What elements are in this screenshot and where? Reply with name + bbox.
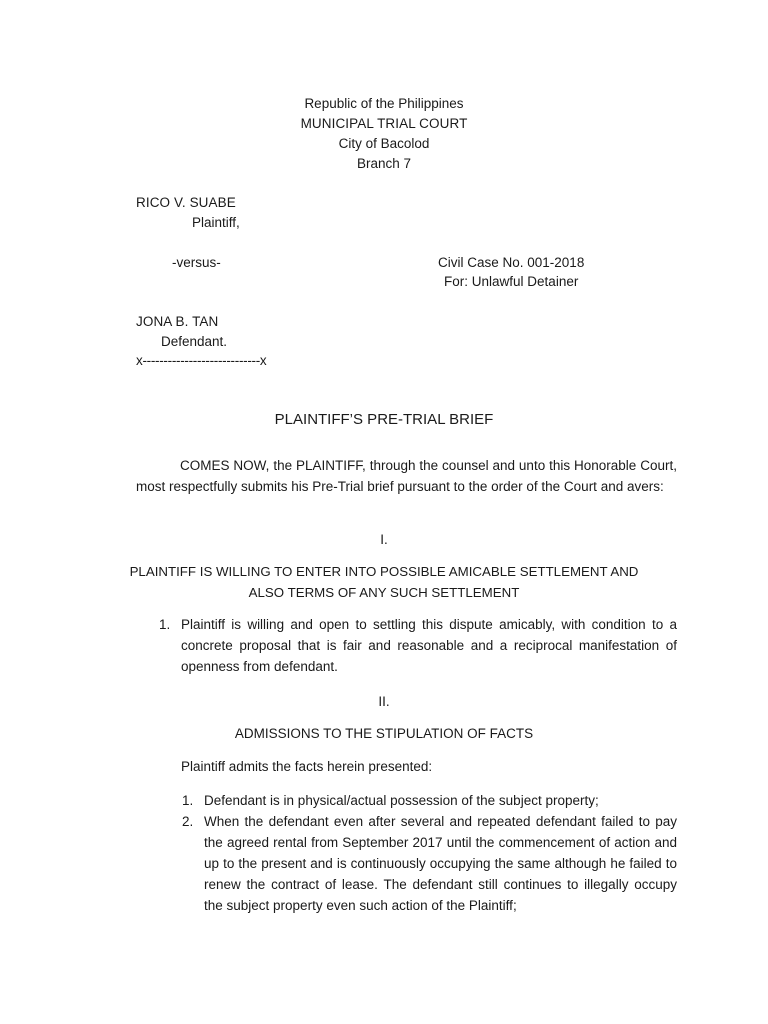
- header-court: MUNICIPAL TRIAL COURT: [300, 116, 468, 131]
- intro-comma: ,: [265, 458, 274, 473]
- list-item-number: 1.: [159, 617, 171, 632]
- case-number: Civil Case No. 001-2018: [438, 255, 585, 270]
- section1-list: [159, 614, 677, 677]
- the-plaintiff-text: the PLAINTIFF: [273, 458, 363, 473]
- comes-now-text: COMES NOW: [180, 458, 266, 473]
- list-item-number: 2.: [182, 814, 194, 829]
- intro-paragraph: [136, 455, 677, 497]
- document-title: PLAINTIFF’S PRE-TRIAL BRIEF: [274, 411, 494, 428]
- section2-numeral: II.: [378, 694, 390, 709]
- list-item-text: Plaintiff is willing and open to settling this dispute amicably, with condition to a concrete proposal that is fair and reasonable and a reciprocal manifestation of openness from defendant.: [181, 617, 677, 674]
- for-label: For:: [444, 274, 469, 289]
- list-item: [159, 614, 677, 677]
- header-branch: Branch 7: [356, 156, 412, 171]
- header-city: City of Bacolod: [338, 136, 430, 151]
- section1-heading-line2: ALSO TERMS OF ANY SUCH SETTLEMENT: [248, 585, 520, 600]
- list-item: [182, 790, 677, 811]
- case-nature: [444, 274, 578, 289]
- defendant-role: Defendant.: [161, 334, 228, 349]
- section1-numeral: I.: [380, 532, 388, 547]
- list-item-number: 1.: [182, 793, 194, 808]
- caption-separator: x----------------------------x: [136, 353, 267, 368]
- list-item-text: When the defendant even after several and repeated defendant failed to pay the agreed rental from September 2017 until the commencement of action and up to the present and is continuously occupying the same although he failed to renew the contract of lease. The defendant still continues to illegally occupy the subject property even such action of the Plaintiff;: [204, 814, 677, 913]
- section2-lead: Plaintiff admits the facts herein presented:: [181, 759, 433, 774]
- list-item: [182, 811, 677, 916]
- versus-label: -versus-: [172, 255, 221, 270]
- list-item-text: Defendant is in physical/actual possession of the subject property;: [204, 793, 599, 808]
- plaintiff-name: RICO V. SUABE: [136, 195, 236, 210]
- plaintiff-role: Plaintiff,: [192, 215, 240, 230]
- section2-heading: ADMISSIONS TO THE STIPULATION OF FACTS: [234, 726, 534, 741]
- defendant-name: JONA B. TAN: [136, 314, 219, 329]
- section1-heading-line1: PLAINTIFF IS WILLING TO ENTER INTO POSSIBLE AMICABLE SETTLEMENT AND: [129, 564, 639, 579]
- for-value: Unlawful Detainer: [471, 274, 579, 289]
- header-republic: Republic of the Philippines: [304, 96, 464, 111]
- section2-list: [182, 790, 677, 916]
- intro-body-text: , through the counsel and unto this Honorable Court, most respectfully submits his Pre-Trial brief pursuant to the order of the Court and avers:: [136, 458, 677, 494]
